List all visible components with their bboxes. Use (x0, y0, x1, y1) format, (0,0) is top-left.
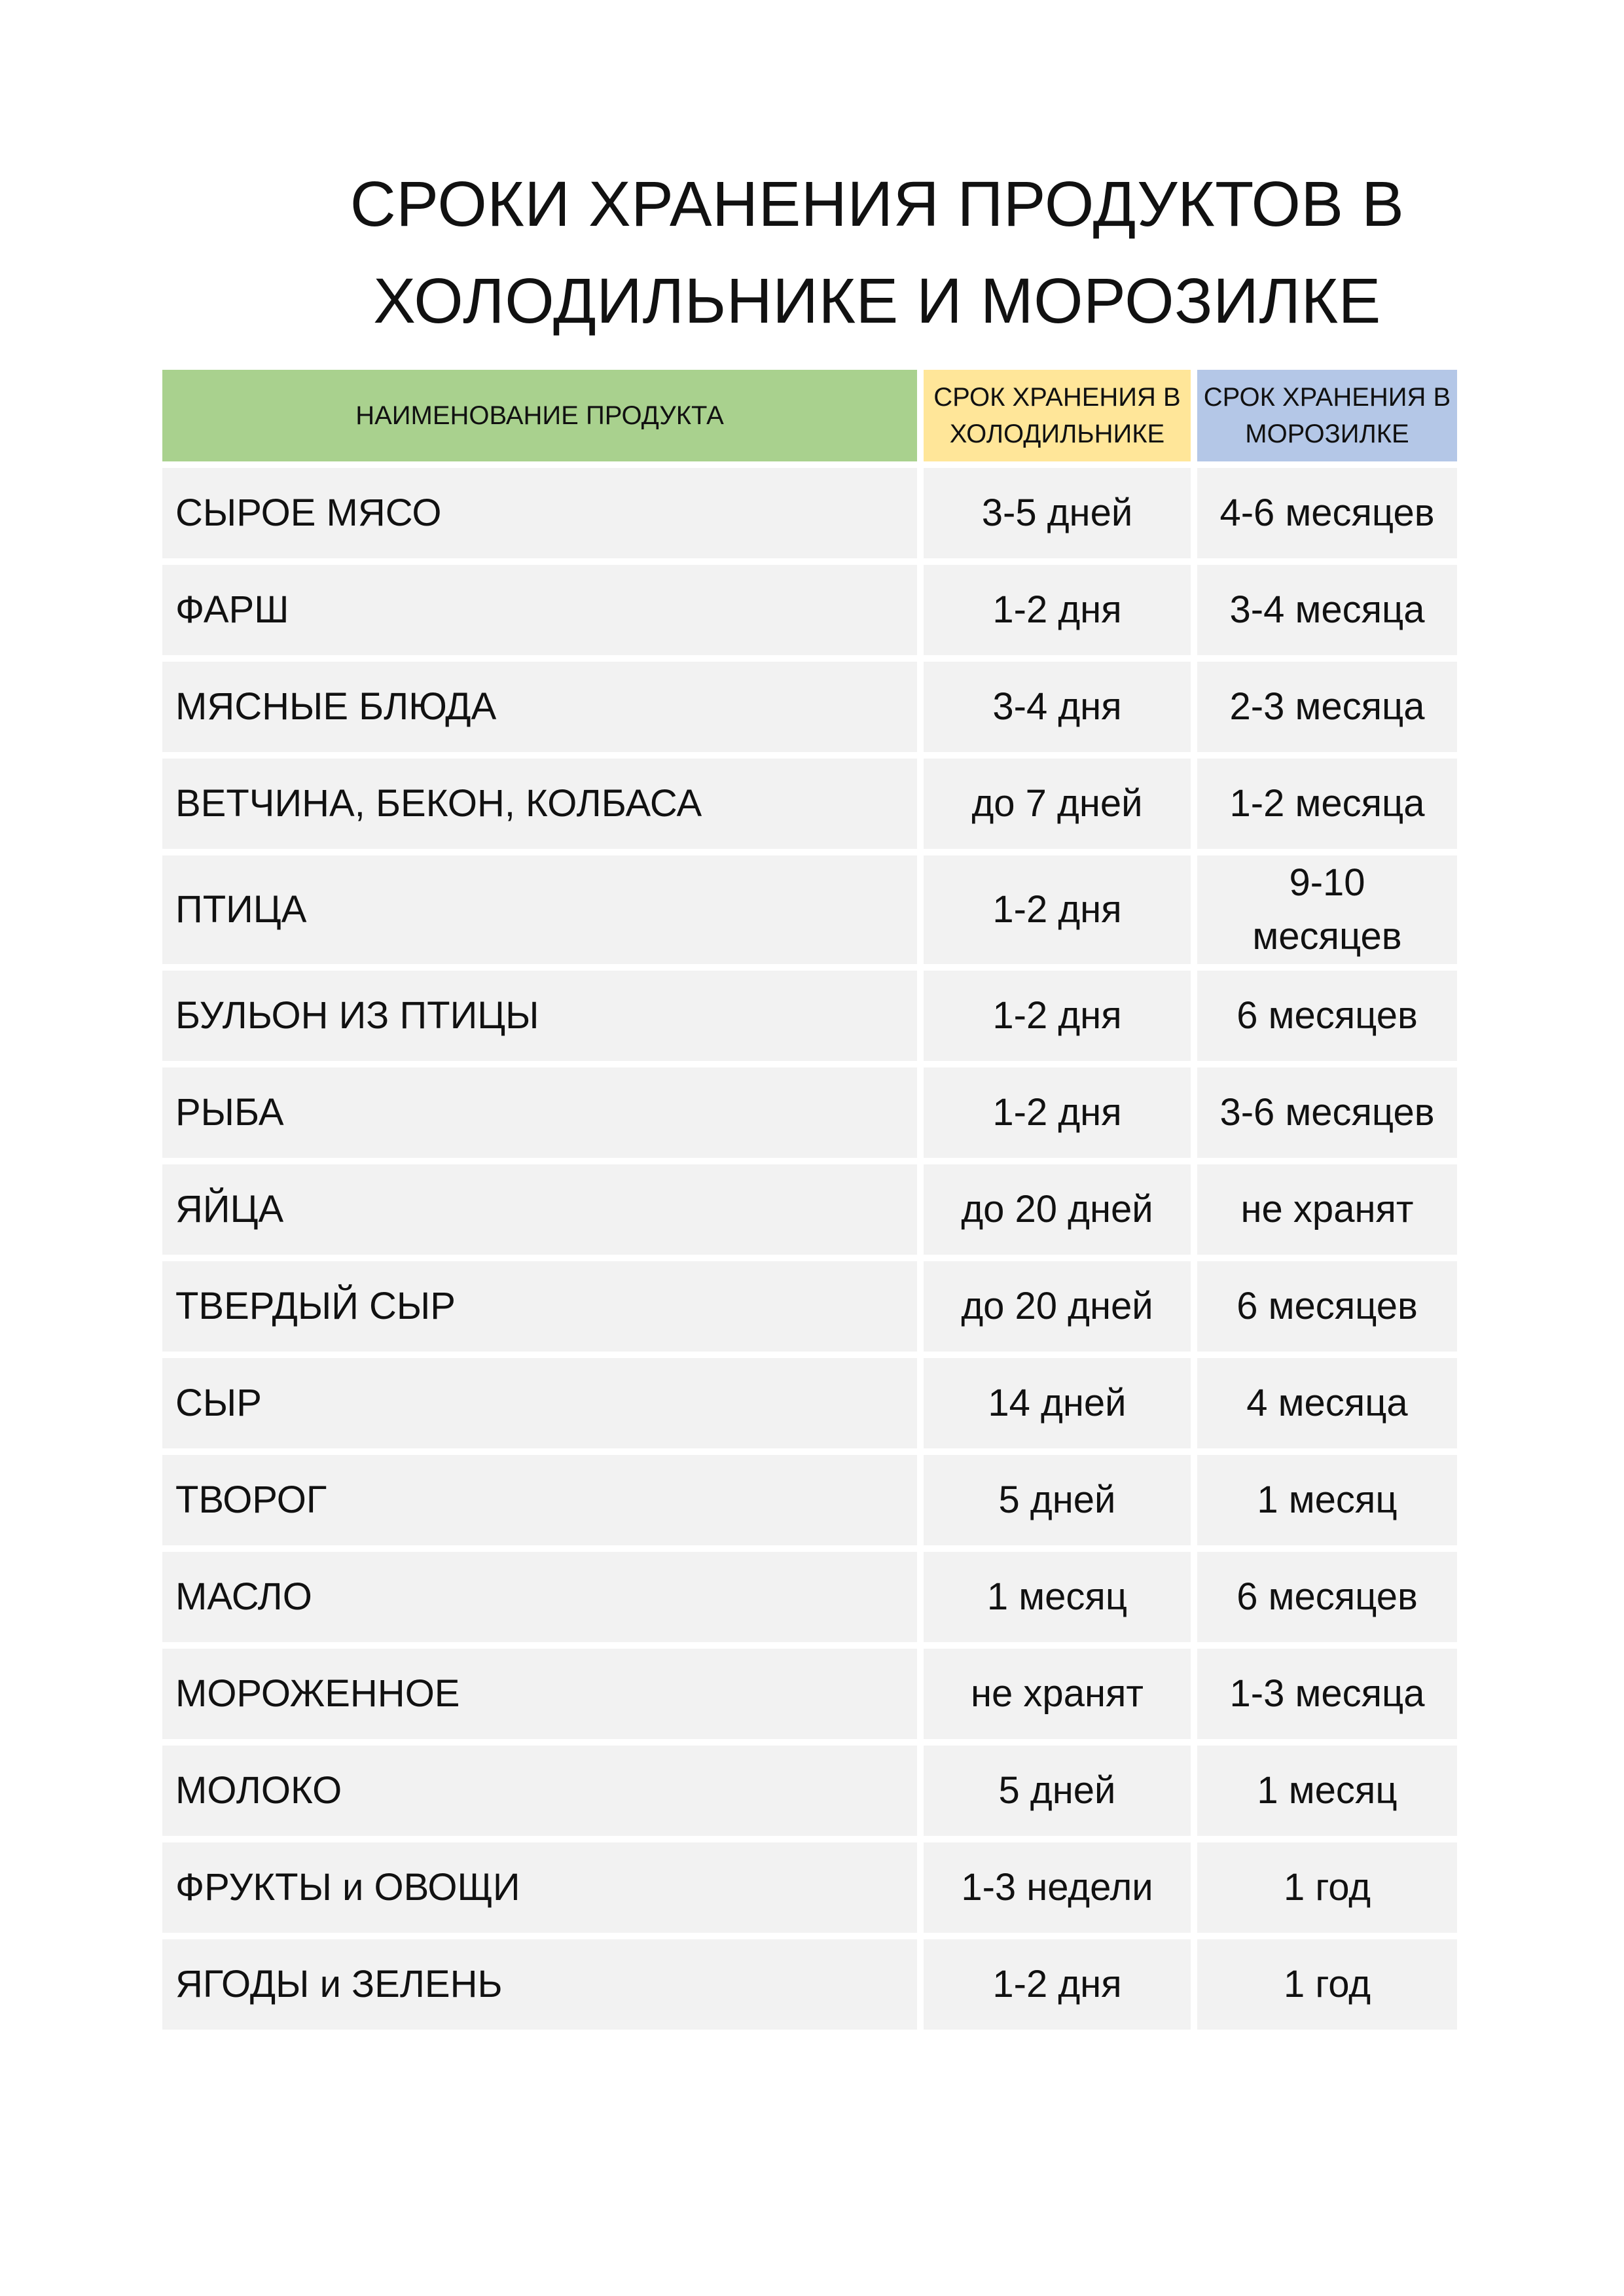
storage-table (162, 370, 1457, 2036)
product-name: МАСЛО (162, 1552, 917, 1642)
fridge-term: до 20 дней (924, 1164, 1191, 1255)
fridge-term: 1-2 дня (924, 565, 1191, 655)
table-row (162, 662, 1457, 752)
table-row (162, 1261, 1457, 1352)
table-row (162, 855, 1457, 964)
fridge-term: не хранят (924, 1649, 1191, 1739)
freezer-term: 4-6 месяцев (1197, 468, 1457, 558)
product-name: ТВЕРДЫЙ СЫР (162, 1261, 917, 1352)
fridge-term: 5 дней (924, 1455, 1191, 1545)
fridge-term: 14 дней (924, 1358, 1191, 1448)
fridge-term: 1-2 дня (924, 1939, 1191, 2030)
fridge-term: 1-2 дня (924, 971, 1191, 1061)
product-name: ТВОРОГ (162, 1455, 917, 1545)
product-name: МОРОЖЕННОЕ (162, 1649, 917, 1739)
table-row (162, 565, 1457, 655)
page-title-line-1: СРОКИ ХРАНЕНИЯ ПРОДУКТОВ В (350, 168, 1405, 240)
table-row (162, 1842, 1457, 1933)
freezer-term: 1 месяц (1197, 1455, 1457, 1545)
page-title (327, 156, 1427, 350)
fridge-term: до 7 дней (924, 759, 1191, 849)
table-row (162, 1939, 1457, 2030)
product-name: МОЛОКО (162, 1746, 917, 1836)
freezer-term: 6 месяцев (1197, 1261, 1457, 1352)
freezer-term: 1 год (1197, 1939, 1457, 2030)
freezer-term: 3-6 месяцев (1197, 1067, 1457, 1158)
table-row (162, 1649, 1457, 1739)
product-name: ФАРШ (162, 565, 917, 655)
fridge-term: 1-2 дня (924, 1067, 1191, 1158)
fridge-term: 1 месяц (924, 1552, 1191, 1642)
table-row (162, 1164, 1457, 1255)
table-row (162, 1358, 1457, 1448)
table-row (162, 1455, 1457, 1545)
freezer-term: 3-4 месяца (1197, 565, 1457, 655)
freezer-term: 1 месяц (1197, 1746, 1457, 1836)
freezer-term: 1-3 месяца (1197, 1649, 1457, 1739)
table-row (162, 759, 1457, 849)
header-product-name: НАИМЕНОВАНИЕ ПРОДУКТА (162, 370, 917, 461)
table-row (162, 1067, 1457, 1158)
product-name: ЯГОДЫ и ЗЕЛЕНЬ (162, 1939, 917, 2030)
freezer-term: 1-2 месяца (1197, 759, 1457, 849)
table-header-row (162, 370, 1457, 461)
fridge-term: 1-3 недели (924, 1842, 1191, 1933)
table-row (162, 971, 1457, 1061)
freezer-term: 6 месяцев (1197, 971, 1457, 1061)
fridge-term: до 20 дней (924, 1261, 1191, 1352)
fridge-term: 5 дней (924, 1746, 1191, 1836)
product-name: СЫР (162, 1358, 917, 1448)
fridge-term: 1-2 дня (924, 855, 1191, 964)
product-name: ЯЙЦА (162, 1164, 917, 1255)
fridge-term: 3-4 дня (924, 662, 1191, 752)
page-title-line-2: ХОЛОДИЛЬНИКЕ И МОРОЗИЛКЕ (373, 265, 1381, 336)
fridge-term: 3-5 дней (924, 468, 1191, 558)
product-name: БУЛЬОН ИЗ ПТИЦЫ (162, 971, 917, 1061)
product-name: РЫБА (162, 1067, 917, 1158)
freezer-term: 1 год (1197, 1842, 1457, 1933)
freezer-term: 6 месяцев (1197, 1552, 1457, 1642)
header-freezer-term: СРОК ХРАНЕНИЯ В МОРОЗИЛКЕ (1197, 370, 1457, 461)
table-row (162, 1552, 1457, 1642)
product-name: МЯСНЫЕ БЛЮДА (162, 662, 917, 752)
product-name: ВЕТЧИНА, БЕКОН, КОЛБАСА (162, 759, 917, 849)
header-fridge-term: СРОК ХРАНЕНИЯ В ХОЛОДИЛЬНИКЕ (924, 370, 1191, 461)
product-name: ПТИЦА (162, 855, 917, 964)
product-name: СЫРОЕ МЯСО (162, 468, 917, 558)
product-name: ФРУКТЫ и ОВОЩИ (162, 1842, 917, 1933)
freezer-term: не хранят (1197, 1164, 1457, 1255)
table-row (162, 1746, 1457, 1836)
freezer-term: 4 месяца (1197, 1358, 1457, 1448)
freezer-term: 9-10 месяцев (1197, 855, 1457, 964)
freezer-term: 2-3 месяца (1197, 662, 1457, 752)
table-row (162, 468, 1457, 558)
